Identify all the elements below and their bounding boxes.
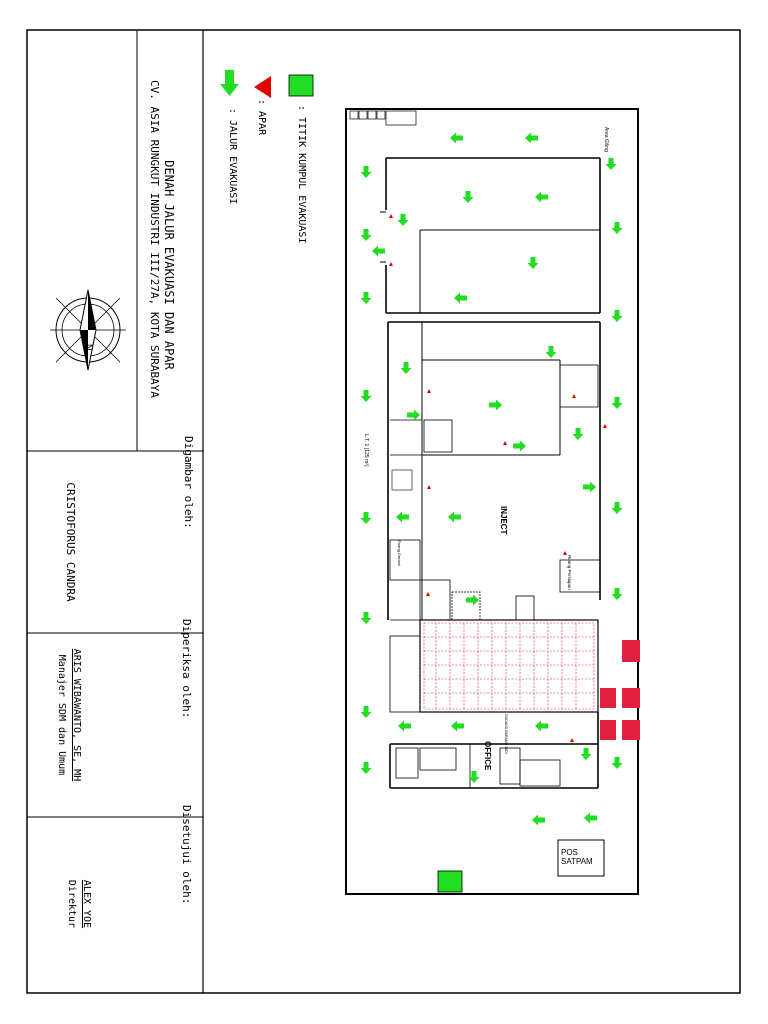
approved-by-role: Direktur <box>66 879 77 929</box>
checked-by-name: ARIS WIBAWANTO, SE, MH <box>71 648 82 782</box>
legend-label-assembly: : TITIK KUMPUL EVAKUASI <box>296 105 307 244</box>
approved-by-name: ALEX YOE <box>81 879 92 929</box>
legend-label-apar: : APAR <box>256 99 267 136</box>
office-label: OFFICE <box>483 741 492 771</box>
title-line2: CV. ASIA RUNGKUT INDUSTRI III/27A, KOTA SURABAYA <box>148 80 161 398</box>
title-line1: DENAH JALUR EVAKUASI DAN APAR <box>162 160 176 370</box>
legend-label-route: : JALUR EVAKUASI <box>227 108 238 205</box>
approved-by-label: Disetujui oleh: <box>180 805 193 905</box>
drawn-by-name: CRISTOFORUS CANDRA <box>64 482 77 602</box>
checked-by-role: Manajer SDM dan Umum <box>56 654 67 776</box>
checked-by-label: Diperiksa oleh: <box>180 619 193 719</box>
inject-label: INJECT <box>499 506 508 535</box>
ruang-persiapan-label: Ruang Persiapan <box>567 555 572 590</box>
pos-satpam-label: POS SATPAM <box>561 848 593 866</box>
lt1-label: L.T. 1 (125 m²) <box>363 434 369 467</box>
drawn-by-label: Digambar oleh: <box>182 436 195 529</box>
area-giling-label: Area Giling <box>603 127 609 152</box>
gudang-label: GUDANG BARANG JADI <box>504 714 508 754</box>
compass-n-label: N <box>84 344 94 351</box>
ruang-genset-label: Ruang Genset <box>397 540 402 566</box>
